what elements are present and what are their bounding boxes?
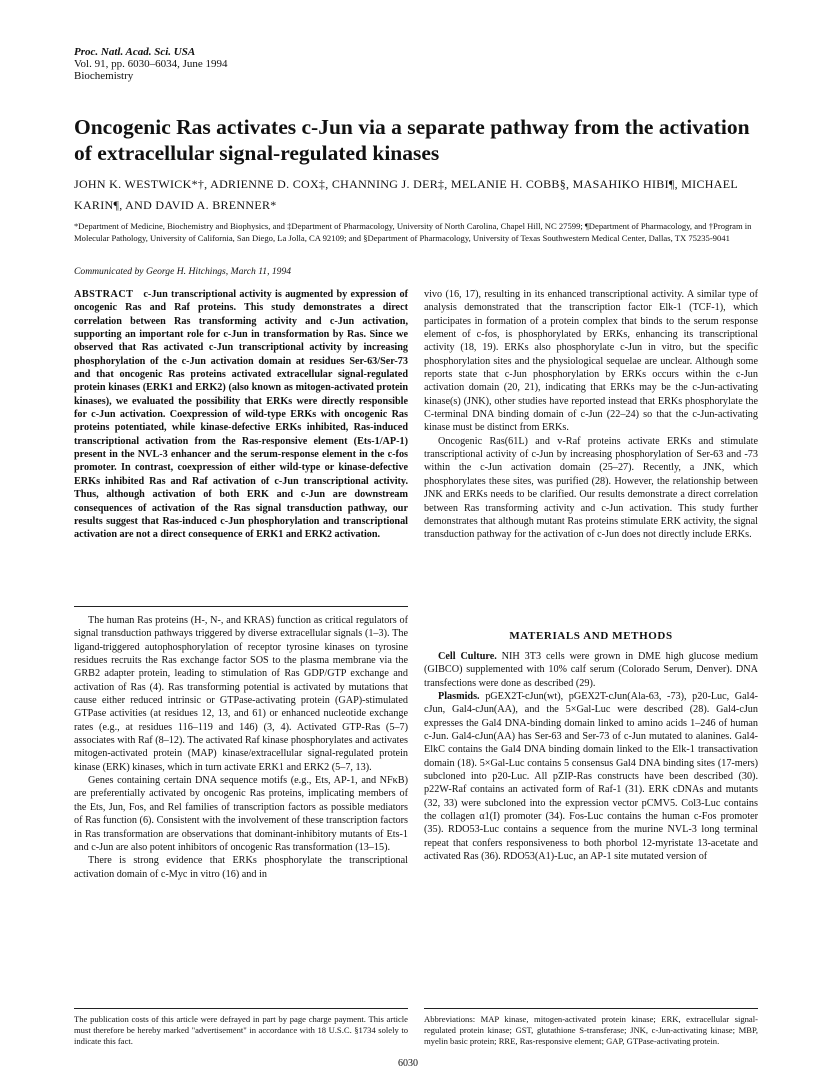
footnote-publication-costs: The publication costs of this article were defrayed in part by page charge payment. This article must therefore be hereby marked "advertisement" in accordance with 18 U.S.C. §1734 solely to indicate this fact. bbox=[74, 1014, 408, 1046]
abstract-heading: ABSTRACT bbox=[74, 289, 134, 300]
article-title: Oncogenic Ras activates c-Jun via a separate pathway from the activation of extracellular signal-regulated kinases bbox=[74, 115, 750, 165]
journal-name: Proc. Natl. Acad. Sci. USA bbox=[74, 46, 196, 58]
journal-section: Biochemistry bbox=[74, 70, 134, 82]
footnote-divider bbox=[74, 1008, 408, 1009]
abstract bbox=[74, 288, 408, 542]
runin-heading: Plasmids. bbox=[438, 691, 480, 703]
paragraph: Plasmids. pGEX2T-cJun(wt), pGEX2T-cJun(Ala-63, -73), p20-Luc, Gal4-cJun, Gal4-cJun(AA), and the 5×Gal-Luc were described (28). Gal4-cJun expresses the Gal4 DNA-binding domain linked to amino acids 1–246 of human c-Jun. Gal4-cJun(AA) has Ser-63 and Ser-73 of c-Jun mutated to alanines. Gal4-ElkC contains the Gal4 DNA binding domain linked to the Elk-1 transactivation domain (18). 5×Gal-Luc contains 5 consensus Gal4 DNA binding sites (17-mers) subcloned into p20-Luc. All pZIP-Ras constructs have been described (30). p22W-Raf contains an activated form of Raf-1 (31). ERK cDNAs and mutants (32, 33) were subcloned into the expression vector pCMV5. Col3-Luc contains the collagen α1(I) promoter (34). Fos-Luc contains the human c-Fos promoter (35). RDO53-Luc contains a sequence from the murine NVL-3 long terminal repeat that confers responsiveness to both phorbol 12-myristate 13-acetate and activated Ras (36). RDO53(A1)-Luc, an AP-1 site mutated version of bbox=[424, 691, 758, 863]
paragraph: vivo (16, 17), resulting in its enhanced transcriptional activity. A similar type of analysis demonstrated that the transcription factor Elk-1 (TCF-1), which participates in formation of a protein complex that binds to the serum response element of c-fos, is phosphorylated by ERKs, enhancing its transcriptional activity (18, 19). ERKs also phosphorylate c-Jun in vitro, but the specific phosphorylation sites and the physiological sequelae are unclear. Although some reports state that c-Jun phosphorylation by ERKs occurs within the c-Jun activation domain (20, 21), indicating that ERKs may be the c-Jun-activating kinase(s) (JNK), other studies have reported instead that ERKs phosphorylate the C-terminal DNA binding domain of c-Jun (22–24) so that the c-Jun-activating kinase must be distinct from ERKs. bbox=[424, 289, 758, 434]
author-list: JOHN K. WESTWICK*†, ADRIENNE D. COX‡, CHANNING J. DER‡, MELANIE H. COBB§, MASAHIKO HIBI¶, MICHAEL KARIN¶, AND DAVID A. BRENNER* bbox=[74, 177, 738, 212]
affiliations: *Department of Medicine, Biochemistry and Biophysics, and ‡Department of Pharmacology, University of North Carolina, Chapel Hill, NC 27599; ¶Department of Pharmacology, and †Program in Molecular Pathology, University of California, San Diego, La Jolla, CA 92109; and §Department of Pharmacology, University of Texas Southwestern Medical Center, Dallas, TX 75235-9041 bbox=[74, 221, 752, 243]
journal-volume: Vol. 91, pp. 6030–6034, June 1994 bbox=[74, 58, 228, 70]
methods-section bbox=[424, 650, 758, 864]
paragraph: The human Ras proteins (H-, N-, and KRAS) function as critical regulators of signal transduction pathways triggered by diverse extracellular signals (1–3). The ligand-triggered autophosphorylation of receptor tyrosine kinases on tyrosine residues recruits the Ras exchange factor SOS to the plasma membrane via the GRB2 adapter protein, leading to stimulation of Ras GDP/GTP exchange and activation of Ras (4). Ras transforming potential is activated by mutations that cause either reduced intrinsic or GTPase-activating protein (GAP)-stimulated GTPase activities (at residues 12, 13, and 61) or enhanced nucleotide exchange rates (e.g., at residues 116–119 and 146) (3, 4). Activated GTP-Ras (5–7) associates with Raf (8–12). The activated Raf kinase phosphorylates and activates mitogen-activated protein (MAP) kinase/extracellular signal-regulated protein kinase (ERK) kinases, which in turn activate ERK1 and ERK2 (5–7, 13). bbox=[74, 615, 408, 773]
abstract-text: c-Jun transcriptional activity is augmented by expression of oncogenic Ras and Raf proteins. This study demonstrates a direct correlation between Ras transforming activity and c-Jun activation, supporting an important role for c-Jun in transformation by Ras. Since we observed that Ras activated c-Jun transcriptional activity by increasing phosphorylation of the c-Jun activation domain at residues Ser-63/Ser-73 and that oncogenic Ras proteins activated extracellular signal-regulated protein kinases (ERK1 and ERK2) (also known as mitogen-activated protein kinases), we evaluated the possibility that ERKs were directly responsible for c-Jun activation. Coexpression of wild-type ERKs with oncogenic Ras proteins potentiated, while kinase-defective ERKs inhibited, Ras-induced transcriptional activation from the Ras-responsive element (Ets-1/AP-1) present in the NVL-3 enhancer and the serum-response element in the c-fos promoter. In contrast, coexpression of either wild-type or kinase-defective ERKs inhibited Ras and Raf activation of c-Jun transcriptional activity. Thus, although activation of both ERK and c-Jun are downstream consequences of activation of the Ras signal transduction pathway, our results suggest that Ras-induced c-Jun phosphorylation and transcriptional activation are not a direct consequence of ERK1 and ERK2 activation. bbox=[74, 289, 409, 541]
intro-right-column bbox=[424, 288, 758, 542]
paragraph: Cell Culture. NIH 3T3 cells were grown in DME high glucose medium (GIBCO) supplemented with 10% calf serum (Colorado Serum, Denver). DNA transfections were done as described (29). bbox=[424, 651, 758, 689]
paragraph: Genes containing certain DNA sequence motifs (e.g., Ets, AP-1, and NFκB) are preferentially activated by oncogenic Ras proteins, implicating members of the Ets, Jun, Fos, and Rel families of transcription factors as possible mediators of Ras function (6). Consistent with the involvement of these transcription factors in Ras transformation are observations that dominant-inhibitory mutants of Ets-1 and c-Jun are also potent inhibitors of oncogenic Ras transformation (13–15). bbox=[74, 775, 408, 853]
section-heading-methods: MATERIALS AND METHODS bbox=[509, 630, 673, 642]
journal-header bbox=[74, 46, 228, 82]
footnote-abbreviations: Abbreviations: MAP kinase, mitogen-activated protein kinase; ERK, extracellular signal-regulated protein kinase; GST, glutathione S-transferase; JNK, c-Jun-activating kinase; MBP, myelin basic protein; RRE, Ras-responsive element; GAP, GTPase-activating protein. bbox=[424, 1014, 758, 1046]
abstract-divider bbox=[74, 606, 408, 607]
paragraph: Oncogenic Ras(61L) and v-Raf proteins activate ERKs and stimulate transcriptional activity of c-Jun by increasing phosphorylation of Ser-63 and -73 within the c-Jun activation domain (25–27). Recently, a JNK, which phosphorylates these sites, was purified (28). However, the relationship between JNK and ERKs needs to be clarified. Our results demonstrate a direct correlation between Ras transforming activity and c-Jun activation. This study further demonstrates that although mutant Ras proteins stimulate ERK activity, the signal transduction pathway for the activation of c-Jun does not directly include ERKs. bbox=[424, 435, 758, 541]
intro-left-column bbox=[74, 614, 408, 881]
runin-heading: Cell Culture. bbox=[438, 651, 497, 662]
page-number: 6030 bbox=[398, 1058, 418, 1069]
communicated-by: Communicated by George H. Hitchings, March 11, 1994 bbox=[74, 266, 292, 277]
paragraph: There is strong evidence that ERKs phosphorylate the transcriptional activation domain of c-Myc in vitro (16) and in bbox=[74, 855, 408, 880]
abbreviations-divider bbox=[424, 1008, 758, 1009]
